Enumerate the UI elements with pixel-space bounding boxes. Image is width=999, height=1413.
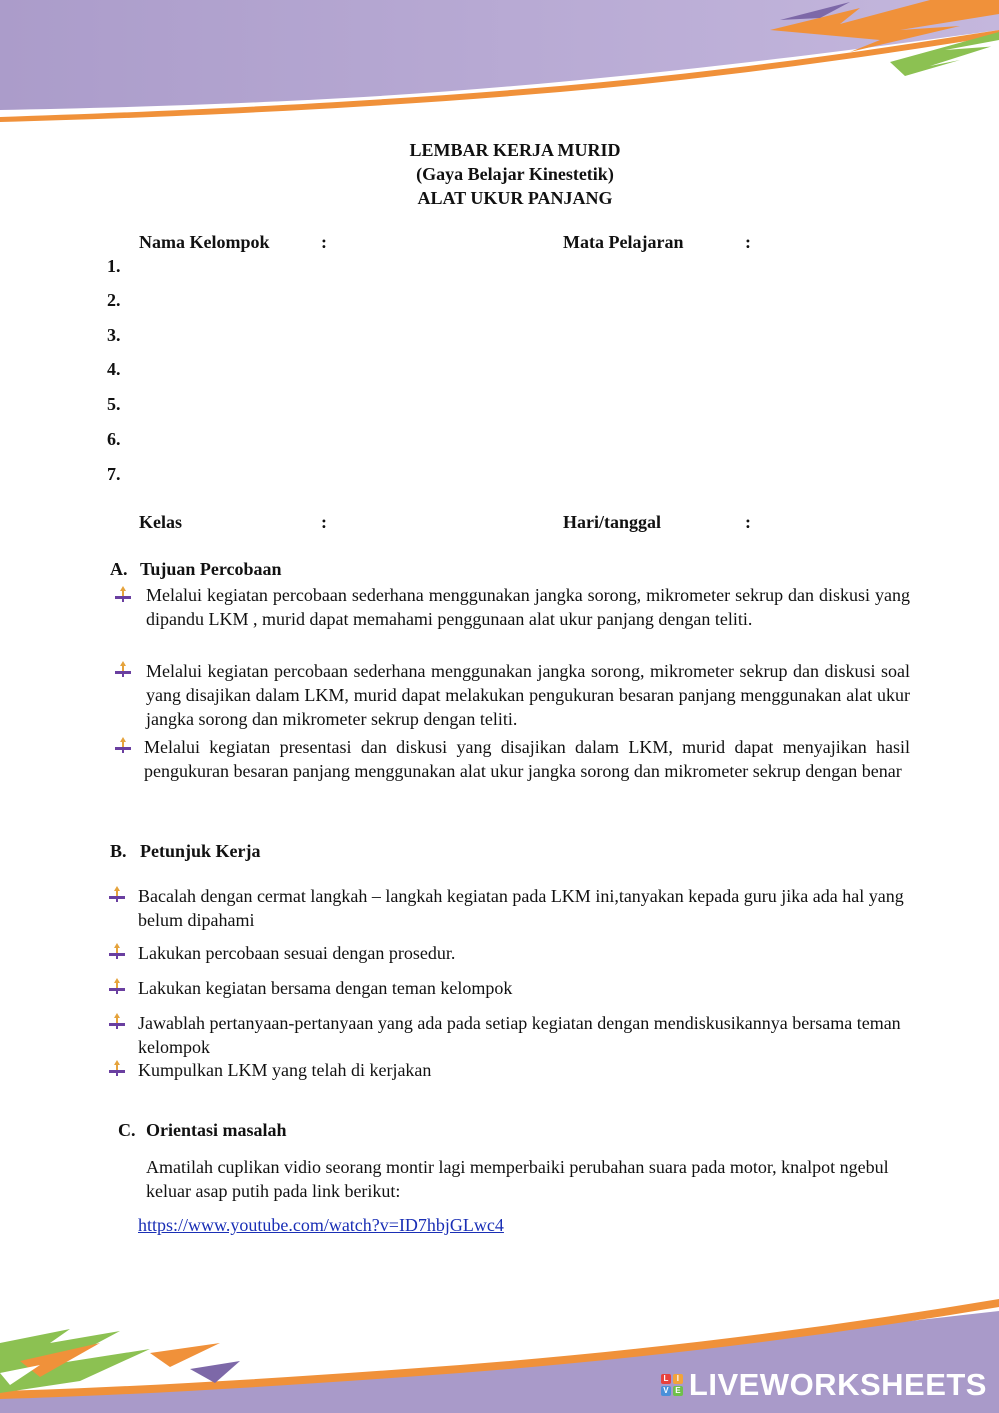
group-name-colon: : <box>321 232 327 252</box>
title-line-2: (Gaya Belajar Kinestetik) <box>416 164 614 184</box>
class-label: Kelas <box>139 512 182 532</box>
section-b-title: Petunjuk Kerja <box>140 841 261 861</box>
date-label: Hari/tanggal <box>563 512 661 532</box>
orientation-text: Amatilah cuplikan vidio seorang montir lagi memperbaiki perubahan suara pada motor, knalpot ngebul keluar asap putih pada link berikut: <box>146 1157 889 1201</box>
member-number-4: 4. <box>107 359 121 379</box>
instruction-item-4: Jawablah pertanyaan-pertanyaan yang ada pada setiap kegiatan dengan mendiskusikannya bersama teman kelompok <box>138 1013 901 1057</box>
section-c-letter: C. <box>118 1120 136 1140</box>
liveworksheets-logo <box>661 1367 987 1403</box>
arrow-bullet-icon <box>108 1059 126 1077</box>
member-number-1: 1. <box>107 256 121 276</box>
section-a-title: Tujuan Percobaan <box>140 559 282 579</box>
member-number-5: 5. <box>107 394 121 414</box>
title-line-3: ALAT UKUR PANJANG <box>417 188 613 208</box>
subject-colon: : <box>745 232 751 252</box>
section-b-letter: B. <box>110 841 127 861</box>
liveworksheets-logo-icon: L I V E <box>661 1374 683 1396</box>
objective-item-3: Melalui kegiatan presentasi dan diskusi yang disajikan dalam LKM, murid dapat menyajikan hasil pengukuran besaran panjang menggunakan alat ukur jangka sorong dan mikrometer sekrup dengan benar <box>144 737 910 781</box>
arrow-bullet-icon <box>108 885 126 903</box>
member-number-7: 7. <box>107 464 121 484</box>
instruction-item-3: Lakukan kegiatan bersama dengan teman kelompok <box>138 978 513 998</box>
date-colon: : <box>745 512 751 532</box>
arrow-bullet-icon <box>114 660 132 678</box>
subject-label: Mata Pelajaran <box>563 232 684 252</box>
objective-item-1: Melalui kegiatan percobaan sederhana menggunakan jangka sorong, mikrometer sekrup dan diskusi yang dipandu LKM , murid dapat memahami penggunaan alat ukur panjang dengan teliti. <box>146 585 910 629</box>
class-colon: : <box>321 512 327 532</box>
instruction-item-1: Bacalah dengan cermat langkah – langkah kegiatan pada LKM ini,tanyakan kepada guru jika ada hal yang belum dipahami <box>138 886 904 930</box>
member-number-3: 3. <box>107 325 121 345</box>
liveworksheets-brand-text: LIVEWORKSHEETS <box>688 1367 987 1402</box>
arrow-bullet-icon <box>108 977 126 995</box>
section-c-title: Orientasi masalah <box>146 1120 287 1140</box>
member-number-6: 6. <box>107 429 121 449</box>
arrow-bullet-icon <box>114 736 132 754</box>
youtube-video-link[interactable]: https://www.youtube.com/watch?v=ID7hbjGLwc4 <box>138 1215 504 1235</box>
instruction-item-5: Kumpulkan LKM yang telah di kerjakan <box>138 1060 432 1080</box>
objective-item-2: Melalui kegiatan percobaan sederhana menggunakan jangka sorong, mikrometer sekrup dan diskusi soal yang disajikan dalam LKM, murid dapat melakukan pengukuran besaran panjang menggunakan alat ukur jangka sorong dan mikrometer sekrup dengan teliti. <box>146 661 910 729</box>
title-line-1: LEMBAR KERJA MURID <box>409 140 621 160</box>
arrow-bullet-icon <box>108 942 126 960</box>
instruction-item-2: Lakukan percobaan sesuai dengan prosedur. <box>138 943 456 963</box>
arrow-bullet-icon <box>108 1012 126 1030</box>
section-a-letter: A. <box>110 559 128 579</box>
group-name-label: Nama Kelompok <box>139 232 270 252</box>
arrow-bullet-icon <box>114 585 132 603</box>
top-decorative-banner <box>0 0 999 130</box>
member-number-2: 2. <box>107 290 121 310</box>
